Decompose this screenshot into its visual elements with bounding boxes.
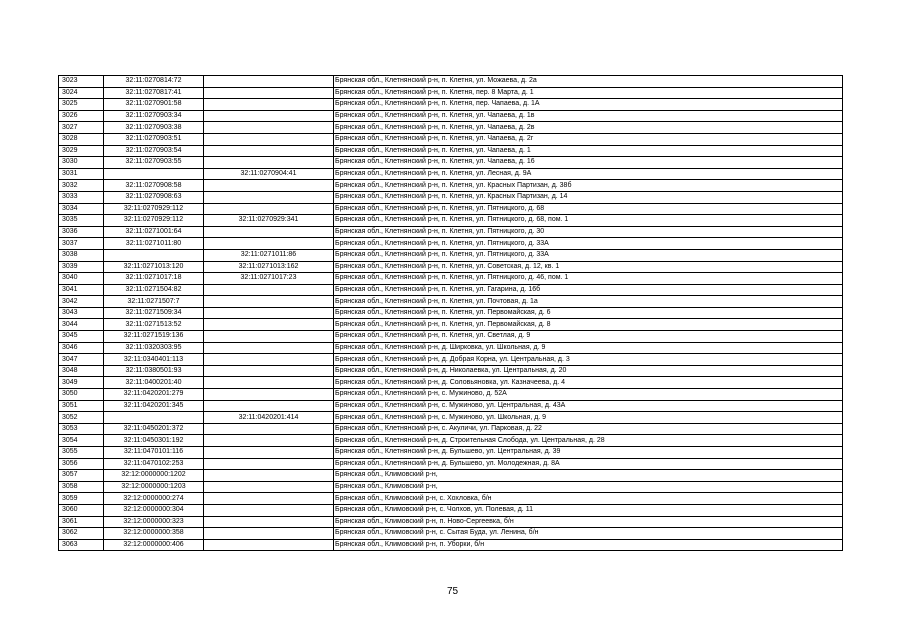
row-number-cell: 3049 [59,377,104,389]
object-cadastral-number-cell [204,493,334,505]
table-row [59,157,843,169]
object-cadastral-number-cell [204,157,334,169]
table-row [59,377,843,389]
row-number-cell: 3029 [59,145,104,157]
table-row [59,145,843,157]
address-cell: Брянская обл., Клетнянский р-н, с. Мужиново, ул. Центральная, д. 43А [334,400,843,412]
row-number-cell: 3031 [59,168,104,180]
table-row [59,400,843,412]
cadastral-number-cell: 32:11:0271011:80 [104,238,204,250]
object-cadastral-number-cell [204,435,334,447]
table-row [59,249,843,261]
address-cell: Брянская обл., Климовский р-н, п. Ново-Сергеевка, б/н [334,516,843,528]
address-cell: Брянская обл., Клетнянский р-н, п. Клетня, ул. Почтовая, д. 1а [334,296,843,308]
object-cadastral-number-cell [204,528,334,540]
object-cadastral-number-cell [204,180,334,192]
cadastral-number-cell: 32:12:0000000:274 [104,493,204,505]
table-row [59,99,843,111]
row-number-cell: 3053 [59,423,104,435]
row-number-cell: 3034 [59,203,104,215]
object-cadastral-number-cell: 32:11:0270904:41 [204,168,334,180]
row-number-cell: 3054 [59,435,104,447]
table-row [59,481,843,493]
row-number-cell: 3036 [59,226,104,238]
table-row [59,319,843,331]
address-cell: Брянская обл., Клетнянский р-н, п. Клетня, ул. Первомайская, д. 8 [334,319,843,331]
cadastral-number-cell: 32:11:0271504:82 [104,284,204,296]
table-row [59,296,843,308]
cadastral-number-cell: 32:11:0380501:93 [104,365,204,377]
row-number-cell: 3030 [59,157,104,169]
object-cadastral-number-cell [204,226,334,238]
object-cadastral-number-cell [204,122,334,134]
table-row [59,110,843,122]
object-cadastral-number-cell: 32:11:0271011:86 [204,249,334,261]
object-cadastral-number-cell [204,354,334,366]
row-number-cell: 3047 [59,354,104,366]
address-cell: Брянская обл., Клетнянский р-н, п. Клетня, ул. Лесная, д. 9А [334,168,843,180]
page-number: 75 [446,586,459,597]
cadastral-number-cell: 32:11:0270929:112 [104,215,204,227]
object-cadastral-number-cell: 32:11:0420201:414 [204,412,334,424]
address-cell: Брянская обл., Клетнянский р-н, п. Клетня, ул. Светлая, д. 9 [334,331,843,343]
cadastral-number-cell: 32:12:0000000:323 [104,516,204,528]
row-number-cell: 3060 [59,504,104,516]
address-cell: Брянская обл., Клетнянский р-н, п. Клетня, пер. Чапаева, д. 1А [334,99,843,111]
table-row [59,203,843,215]
cadastral-number-cell: 32:11:0340401:113 [104,354,204,366]
object-cadastral-number-cell [204,470,334,482]
cadastral-number-cell: 32:11:0271513:52 [104,319,204,331]
row-number-cell: 3046 [59,342,104,354]
row-number-cell: 3045 [59,331,104,343]
address-cell: Брянская обл., Клетнянский р-н, п. Клетня, ул. Чапаева, д. 1 [334,145,843,157]
cadastral-number-cell: 32:11:0270903:55 [104,157,204,169]
address-cell: Брянская обл., Клетнянский р-н, п. Клетня, ул. Можаева, д. 2а [334,76,843,88]
table-row [59,191,843,203]
table-row [59,307,843,319]
table-row [59,215,843,227]
cadastral-number-cell: 32:11:0271519:136 [104,331,204,343]
row-number-cell: 3058 [59,481,104,493]
row-number-cell: 3023 [59,76,104,88]
row-number-cell: 3061 [59,516,104,528]
cadastral-number-cell: 32:11:0271017:18 [104,273,204,285]
table-row [59,365,843,377]
cadastral-number-cell: 32:11:0420201:279 [104,389,204,401]
row-number-cell: 3032 [59,180,104,192]
row-number-cell: 3059 [59,493,104,505]
object-cadastral-number-cell [204,99,334,111]
cadastral-number-cell [104,249,204,261]
table-row [59,238,843,250]
cadastral-number-cell: 32:11:0320303:95 [104,342,204,354]
table-row [59,389,843,401]
row-number-cell: 3050 [59,389,104,401]
row-number-cell: 3024 [59,87,104,99]
cadastral-number-cell [104,168,204,180]
row-number-cell: 3037 [59,238,104,250]
row-number-cell: 3057 [59,470,104,482]
object-cadastral-number-cell [204,319,334,331]
address-cell: Брянская обл., Клетнянский р-н, д. Соловьяновка, ул. Казначеева, д. 4 [334,377,843,389]
row-number-cell: 3051 [59,400,104,412]
row-number-cell: 3063 [59,539,104,551]
address-cell: Брянская обл., Клетнянский р-н, п. Клетня, ул. Красных Партизан, д. 14 [334,191,843,203]
address-cell: Брянская обл., Клетнянский р-н, п. Клетня, ул. Первомайская, д. 6 [334,307,843,319]
object-cadastral-number-cell [204,400,334,412]
cadastral-number-cell: 32:11:0270903:34 [104,110,204,122]
object-cadastral-number-cell: 32:11:0271013:162 [204,261,334,273]
object-cadastral-number-cell: 32:11:0270929:341 [204,215,334,227]
table-row [59,133,843,145]
row-number-cell: 3035 [59,215,104,227]
cadastral-number-cell: 32:12:0000000:358 [104,528,204,540]
object-cadastral-number-cell: 32:11:0271017:23 [204,273,334,285]
object-cadastral-number-cell [204,284,334,296]
table-row [59,447,843,459]
object-cadastral-number-cell [204,365,334,377]
address-cell: Брянская обл., Климовский р-н, с. Хохловка, б/н [334,493,843,505]
registry-table-body [59,76,843,551]
table-row [59,423,843,435]
address-cell: Брянская обл., Клетнянский р-н, п. Клетня, ул. Чапаева, д. 2г [334,133,843,145]
table-row [59,539,843,551]
cadastral-number-cell: 32:11:0271509:34 [104,307,204,319]
table-row [59,261,843,273]
cadastral-number-cell: 32:12:0000000:406 [104,539,204,551]
table-row [59,168,843,180]
cadastral-number-cell: 32:11:0420201:345 [104,400,204,412]
address-cell: Брянская обл., Климовский р-н, п. Уборки, б/н [334,539,843,551]
address-cell: Брянская обл., Климовский р-н, [334,470,843,482]
table-row [59,354,843,366]
row-number-cell: 3038 [59,249,104,261]
row-number-cell: 3028 [59,133,104,145]
object-cadastral-number-cell [204,423,334,435]
address-cell: Брянская обл., Клетнянский р-н, д. Строительная Слобода, ул. Центральная, д. 28 [334,435,843,447]
cadastral-number-cell: 32:11:0270814:72 [104,76,204,88]
table-row [59,180,843,192]
object-cadastral-number-cell [204,307,334,319]
object-cadastral-number-cell [204,145,334,157]
row-number-cell: 3027 [59,122,104,134]
cadastral-number-cell: 32:11:0270903:38 [104,122,204,134]
row-number-cell: 3062 [59,528,104,540]
object-cadastral-number-cell [204,458,334,470]
cadastral-number-cell: 32:11:0270903:54 [104,145,204,157]
address-cell: Брянская обл., Клетнянский р-н, с. Мужиново, ул. Школьная, д. 9 [334,412,843,424]
object-cadastral-number-cell [204,504,334,516]
table-row [59,504,843,516]
cadastral-number-cell: 32:11:0270929:112 [104,203,204,215]
row-number-cell: 3039 [59,261,104,273]
row-number-cell: 3043 [59,307,104,319]
object-cadastral-number-cell [204,191,334,203]
object-cadastral-number-cell [204,110,334,122]
address-cell: Брянская обл., Клетнянский р-н, д. Бульшево, ул. Молодежная, д. 8А [334,458,843,470]
object-cadastral-number-cell [204,389,334,401]
object-cadastral-number-cell [204,203,334,215]
object-cadastral-number-cell [204,296,334,308]
row-number-cell: 3033 [59,191,104,203]
object-cadastral-number-cell [204,481,334,493]
object-cadastral-number-cell [204,331,334,343]
address-cell: Брянская обл., Клетнянский р-н, п. Клетня, ул. Гагарина, д. 16б [334,284,843,296]
address-cell: Брянская обл., Клетнянский р-н, д. Ширковка, ул. Школьная, д. 9 [334,342,843,354]
row-number-cell: 3026 [59,110,104,122]
table-row [59,273,843,285]
address-cell: Брянская обл., Клетнянский р-н, д. Добрая Корна, ул. Центральная, д. 3 [334,354,843,366]
address-cell: Брянская обл., Климовский р-н, с. Сытая Буда, ул. Ленина, б/н [334,528,843,540]
object-cadastral-number-cell [204,447,334,459]
cadastral-number-cell: 32:11:0450201:372 [104,423,204,435]
row-number-cell: 3042 [59,296,104,308]
address-cell: Брянская обл., Клетнянский р-н, п. Клетня, пер. 8 Марта, д. 1 [334,87,843,99]
cadastral-number-cell: 32:11:0270901:58 [104,99,204,111]
table-row [59,528,843,540]
table-row [59,122,843,134]
address-cell: Брянская обл., Клетнянский р-н, с. Акуличи, ул. Парковая, д. 22 [334,423,843,435]
object-cadastral-number-cell [204,516,334,528]
address-cell: Брянская обл., Клетнянский р-н, п. Клетня, ул. Красных Партизан, д. 38б [334,180,843,192]
object-cadastral-number-cell [204,76,334,88]
table-row [59,458,843,470]
object-cadastral-number-cell [204,539,334,551]
table-row [59,470,843,482]
cadastral-number-cell: 32:11:0270908:63 [104,191,204,203]
row-number-cell: 3048 [59,365,104,377]
address-cell: Брянская обл., Клетнянский р-н, п. Клетня, ул. Пятницкого, д. 30 [334,226,843,238]
address-cell: Брянская обл., Климовский р-н, [334,481,843,493]
row-number-cell: 3044 [59,319,104,331]
cadastral-number-cell: 32:12:0000000:304 [104,504,204,516]
address-cell: Брянская обл., Клетнянский р-н, п. Клетня, ул. Пятницкого, д. 33А [334,238,843,250]
table-row [59,342,843,354]
cadastral-number-cell: 32:11:0400201:40 [104,377,204,389]
cadastral-number-cell: 32:11:0270908:58 [104,180,204,192]
address-cell: Брянская обл., Клетнянский р-н, д. Николаевка, ул. Центральная, д. 20 [334,365,843,377]
cadastral-number-cell: 32:11:0470101:116 [104,447,204,459]
address-cell: Брянская обл., Клетнянский р-н, д. Бульшево, ул. Центральная, д. 39 [334,447,843,459]
cadastral-number-cell: 32:11:0270903:51 [104,133,204,145]
address-cell: Брянская обл., Клетнянский р-н, п. Клетня, ул. Чапаева, д. 2в [334,122,843,134]
table-row [59,435,843,447]
registry-table [58,75,843,551]
cadastral-number-cell: 32:11:0271001:64 [104,226,204,238]
table-row [59,493,843,505]
cadastral-number-cell [104,412,204,424]
row-number-cell: 3025 [59,99,104,111]
object-cadastral-number-cell [204,342,334,354]
cadastral-number-cell: 32:12:0000000:1202 [104,470,204,482]
table-row [59,412,843,424]
table-row [59,87,843,99]
cadastral-number-cell: 32:11:0271013:120 [104,261,204,273]
cadastral-number-cell: 32:11:0270817:41 [104,87,204,99]
table-row [59,331,843,343]
object-cadastral-number-cell [204,133,334,145]
address-cell: Брянская обл., Клетнянский р-н, п. Клетня, ул. Чапаева, д. 16 [334,157,843,169]
address-cell: Брянская обл., Клетнянский р-н, с. Мужиново, д. 52А [334,389,843,401]
table-row [59,76,843,88]
address-cell: Брянская обл., Клетнянский р-н, п. Клетня, ул. Пятницкого, д. 68 [334,203,843,215]
cadastral-number-cell: 32:11:0271507:7 [104,296,204,308]
address-cell: Брянская обл., Клетнянский р-н, п. Клетня, ул. Пятницкого, д. 68, пом. 1 [334,215,843,227]
object-cadastral-number-cell [204,238,334,250]
address-cell: Брянская обл., Климовский р-н, с. Чолхов, ул. Полевая, д. 11 [334,504,843,516]
address-cell: Брянская обл., Клетнянский р-н, п. Клетня, ул. Пятницкого, д. 46, пом. 1 [334,273,843,285]
row-number-cell: 3052 [59,412,104,424]
row-number-cell: 3040 [59,273,104,285]
address-cell: Брянская обл., Клетнянский р-н, п. Клетня, ул. Пятницкого, д. 33А [334,249,843,261]
row-number-cell: 3056 [59,458,104,470]
row-number-cell: 3055 [59,447,104,459]
object-cadastral-number-cell [204,87,334,99]
cadastral-number-cell: 32:12:0000000:1203 [104,481,204,493]
table-row [59,226,843,238]
address-cell: Брянская обл., Клетнянский р-н, п. Клетня, ул. Советская, д. 12, кв. 1 [334,261,843,273]
cadastral-number-cell: 32:11:0470102:253 [104,458,204,470]
cadastral-number-cell: 32:11:0450301:192 [104,435,204,447]
table-row [59,284,843,296]
address-cell: Брянская обл., Клетнянский р-н, п. Клетня, ул. Чапаева, д. 1в [334,110,843,122]
row-number-cell: 3041 [59,284,104,296]
object-cadastral-number-cell [204,377,334,389]
table-row [59,516,843,528]
